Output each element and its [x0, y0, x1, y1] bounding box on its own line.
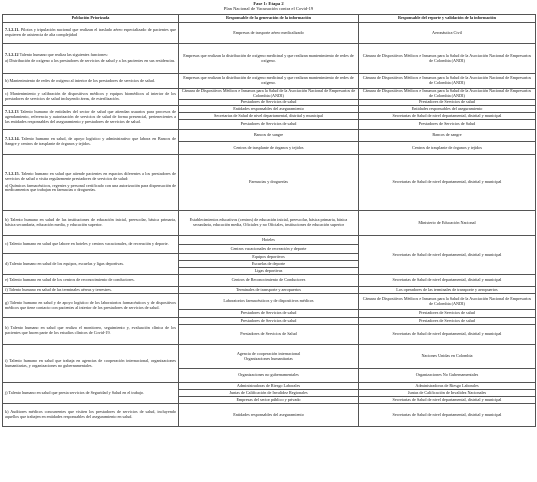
generator-cell: Empresas que realizan la distribución de oxígeno medicinal y que realizan mantenimiento de redes de oxígeno.	[179, 74, 359, 89]
generator-cell: Prestadores de Servicios de salud	[179, 318, 359, 325]
population-cell	[3, 44, 179, 74]
population-code: 7.1.2.11.	[5, 27, 20, 33]
population-cell	[3, 155, 179, 211]
population-cell: c) Talento humano en salud que labore en hoteles y centros vacacionales, de recreación y deporte.	[3, 236, 179, 254]
population-cell: e) Talento humano en salud de los centros de reconocimiento de conductores.	[3, 275, 179, 287]
validator-cell: Entidades responsables del aseguramiento	[359, 106, 536, 113]
generator-cell: Bancos de sangre	[179, 130, 359, 142]
population-text: Pilotos y tripulación nacional que realizan el traslado aéreo especializado de pacientes que requieren de asistencia de alta complejidad	[5, 27, 177, 37]
validator-cell: Secretarias de Salud de nivel departamental, distrital y municipal	[359, 155, 536, 211]
table-row	[3, 318, 536, 325]
population-code: 7.1.2.12	[5, 52, 19, 58]
generator-cell: Ligas deportivas	[179, 268, 359, 275]
validator-cell: Prestadores de Servicios de salud	[359, 310, 536, 318]
document-header	[0, 0, 537, 11]
generator-line: Organizaciones humanitarias	[244, 355, 293, 361]
generator-cell: Organizaciones no gubernamentales	[179, 369, 359, 383]
validator-cell: Secretarias de Salud de nivel departamental, distrital y municipal	[359, 325, 536, 345]
generator-cell: Centros de Reconocimiento de Conductores	[179, 275, 359, 287]
table-row	[3, 383, 536, 390]
table-row	[3, 44, 536, 74]
table-row	[3, 89, 536, 100]
validator-cell: Los operadores de las terminales de transporte y aeropuertos	[359, 287, 536, 294]
population-cell: f) Talento humano en salud de las terminales aéreas y terrestres.	[3, 287, 179, 294]
population-text: Talento humano de entidades del sector de salud que atiendan usuarios para procesos de agendamiento, referencia y autorización de servicios de salud de forma presencial, pertenecientes a las entidades responsables del aseguramiento y prestadores de servicios de salud.	[5, 109, 176, 124]
validator-cell: Prestadores de Servicios de salud	[359, 100, 536, 106]
generator-cell: Empresas de trasporte aéreo medicalizado	[179, 23, 359, 44]
validator-cell: Secretarias de Salud de nivel departamental, distrital y municipal	[359, 113, 536, 120]
validator-cell: Cámara de Dispositivos Médicos e Insumos para la Salud de la Asociación Nacional de Empresarios de Colombia (ANDI)	[359, 74, 536, 89]
generator-cell: Equipos deportivos	[179, 254, 359, 261]
validator-cell: Cámara de Dispositivos Médicos e Insumos para la Salud de la Asociación Nacional de Empresarios de Colombia (ANDI)	[359, 44, 536, 74]
validator-cell: Secretarias de Salud de nivel departamental, distrital y municipal	[359, 404, 536, 427]
validator-cell: Administradoras de Riesgo Laborales	[359, 383, 536, 390]
table-row	[3, 287, 536, 294]
generator-cell: Hoteles	[179, 236, 359, 245]
table-row	[3, 404, 536, 427]
validator-cell: Secretarias de Salud de nivel departamental, distrital y municipal	[359, 275, 536, 287]
population-subitem: a) Distribución de oxígeno a los prestadores de servicios de salud y a los pacientes en sus residencias.	[5, 58, 176, 63]
population-cell: k) Auditores médicos concurrentes que visiten los prestadores de servicios de salud, incluyendo aquellos que trabajen en entidades responsables del aseguramiento en salud.	[3, 404, 179, 427]
validator-cell: Ministerio de Educación Nacional	[359, 211, 536, 236]
population-text: Talento humano que realiza las siguientes funciones:	[19, 52, 108, 58]
generator-cell: Empresas del sector público y privado	[179, 397, 359, 404]
population-cell: g) Talento humano en salud y de apoyo logístico de los laboratorios farmacéuticos y de dispositivos médicos que tiene contacto con pacientes al interior de los prestadores de servicios de salud.	[3, 294, 179, 318]
phase-title: Fase 1: Etapa 2	[253, 1, 284, 6]
population-text: Talento humano en salud que atiende pacientes en espacios diferentes a los prestadores de servicios de salud o visita regularmente prestadores de servicios de salud:	[5, 170, 176, 181]
validator-cell: Cámara de Dispositivos Médicos e Insumos para la Salud de la Asociación Nacional de Empresarios de Colombia (ANDI)	[359, 294, 536, 310]
validator-cell: Secretarias de Salud de nivel departamental, distrital y municipal	[359, 236, 536, 275]
table-row	[3, 275, 536, 287]
validator-cell: Naciones Unidas en Colombia	[359, 345, 536, 369]
generator-cell: Laboratorios farmacéuticos y de dispositivos médicos	[179, 294, 359, 310]
generator-cell: Entidades responsables del aseguramiento	[179, 106, 359, 113]
column-header-reporte: Responsable del reporte y validación de la información	[359, 15, 536, 23]
population-cell: c) Mantenimiento y calibración de dispositivos médicos y equipos biomédicos al interior de los prestadores de servicios de salud incluyendo áreas, de esterilización.	[3, 89, 179, 106]
validator-cell: Prestadores de Servicios de Salud	[359, 120, 536, 130]
generator-cell: Empresas que realizan la distribución de oxígeno medicinal y que realizan mantenimiento de redes de oxígeno.	[179, 44, 359, 74]
table-row	[3, 211, 536, 236]
generator-cell: Prestadores de Servicios de salud	[179, 120, 359, 130]
population-cell: h) Talento humano en salud que realiza el monitoreo, seguimiento y, evaluación clínica de los pacientes que hacen parte de los estudios clínicos de Covid-19.	[3, 318, 179, 345]
column-header-generacion: Responsable de la generación de la información	[179, 15, 359, 23]
population-code: 7.1.2.13	[5, 109, 19, 115]
validator-cell: Bancos de sangre	[359, 130, 536, 142]
population-cell: b) Talento humano en salud de las instituciones de educación inicial, preescolar, básica primaria, básica secundaria, educación media, y educación superior.	[3, 211, 179, 236]
generator-line: Agencia de cooperación internacional	[236, 350, 301, 356]
table-row	[3, 106, 536, 113]
table-row	[3, 236, 536, 245]
population-subitem: a) Químicos farmacéuticos, regentes y personal certificado con una autorización para dispensación de medicamentos que trabajan en farmacias o droguerías.	[5, 182, 176, 193]
generator-cell: Secretarias de Salud de nivel departamental, distrital y municipal	[179, 113, 359, 120]
generator-cell: Juntas de Calificación de Invalidez Regionales	[179, 390, 359, 397]
population-text: Talento humano en salud, de apoyo logístico y administrativo que labora en Bancos de Sangre y centros de trasplante de órganos y tejidos.	[5, 136, 176, 146]
generator-cell: Prestadores de Servicios de Salud	[179, 325, 359, 345]
population-cell	[3, 23, 179, 44]
population-cell	[3, 106, 179, 130]
table-row	[3, 23, 536, 44]
population-cell: j) Talento humano en salud que presta servicios de Seguridad y Salud en el trabajo.	[3, 383, 179, 404]
validator-cell: Secretarias de Salud de nivel departamental, distrital y municipal	[359, 397, 536, 404]
population-cell: i) Talento humano en salud que trabaja en agencias de cooperación internacional, organizaciones humanitarias, y organizaciones no gubernamentales.	[3, 345, 179, 383]
validator-cell: Organizaciones No Gubernamentales	[359, 369, 536, 383]
table-row	[3, 294, 536, 310]
validator-cell: Juntas de Calificación de Invalidez Nacionales	[359, 390, 536, 397]
table-row	[3, 155, 536, 211]
population-cell: d) Talento humano en salud de los equipos, escuelas y ligas deportivas.	[3, 254, 179, 275]
column-header-poblacion: Población Priorizada	[3, 15, 179, 23]
generator-cell: Cámara de Dispositivos Médicos e Insumos para la Salud de la Asociación Nacional de Empresarios de Colombia (ANDI)	[179, 89, 359, 100]
generator-cell: Escuelas de deporte	[179, 261, 359, 268]
generator-cell: Establecimientos educativos (centros) de educación inicial, preescolar, básica primaria, básica secundaria, educación media, Oficiales y no Oficiales, instituciones de educación superior	[179, 211, 359, 236]
generator-cell	[179, 345, 359, 369]
population-code: 7.1.2.15.	[5, 170, 20, 176]
generator-cell: Farmacias y droguerías	[179, 155, 359, 211]
population-cell	[3, 130, 179, 155]
generator-cell: Centros vacacionales de recreación y deporte	[179, 245, 359, 254]
table-row	[3, 74, 536, 89]
population-cell: b) Mantenimiento de redes de oxígeno al interior de los prestadores de servicios de salud.	[3, 74, 179, 89]
table-row	[3, 130, 536, 142]
validator-cell: Centros de trasplante de órganos y tejidos	[359, 142, 536, 155]
generator-cell: Terminales de transporte y aeropuertos	[179, 287, 359, 294]
validator-cell: Aeronáutica Civil	[359, 23, 536, 44]
validator-cell: Prestadores de Servicios de salud	[359, 318, 536, 325]
generator-cell: Prestadores de Servicios de salud	[179, 100, 359, 106]
generator-cell: Prestadores de Servicios de salud	[179, 310, 359, 318]
generator-cell: Entidades responsables del aseguramiento	[179, 404, 359, 427]
table-row	[3, 345, 536, 369]
population-code: 7.1.2.14.	[5, 136, 20, 142]
generator-cell: Centros de trasplante de órganos y tejidos	[179, 142, 359, 155]
generator-cell: Administradoras de Riesgo Laborales	[179, 383, 359, 390]
validator-cell: Cámara de Dispositivos Médicos e Insumos para la Salud de la Asociación Nacional de Empresarios de Colombia (ANDI)	[359, 89, 536, 100]
vaccination-table	[2, 14, 536, 427]
plan-subtitle: Plan Nacional de Vacunación contra el Covid-19	[223, 6, 314, 12]
table-header-row	[3, 15, 536, 23]
